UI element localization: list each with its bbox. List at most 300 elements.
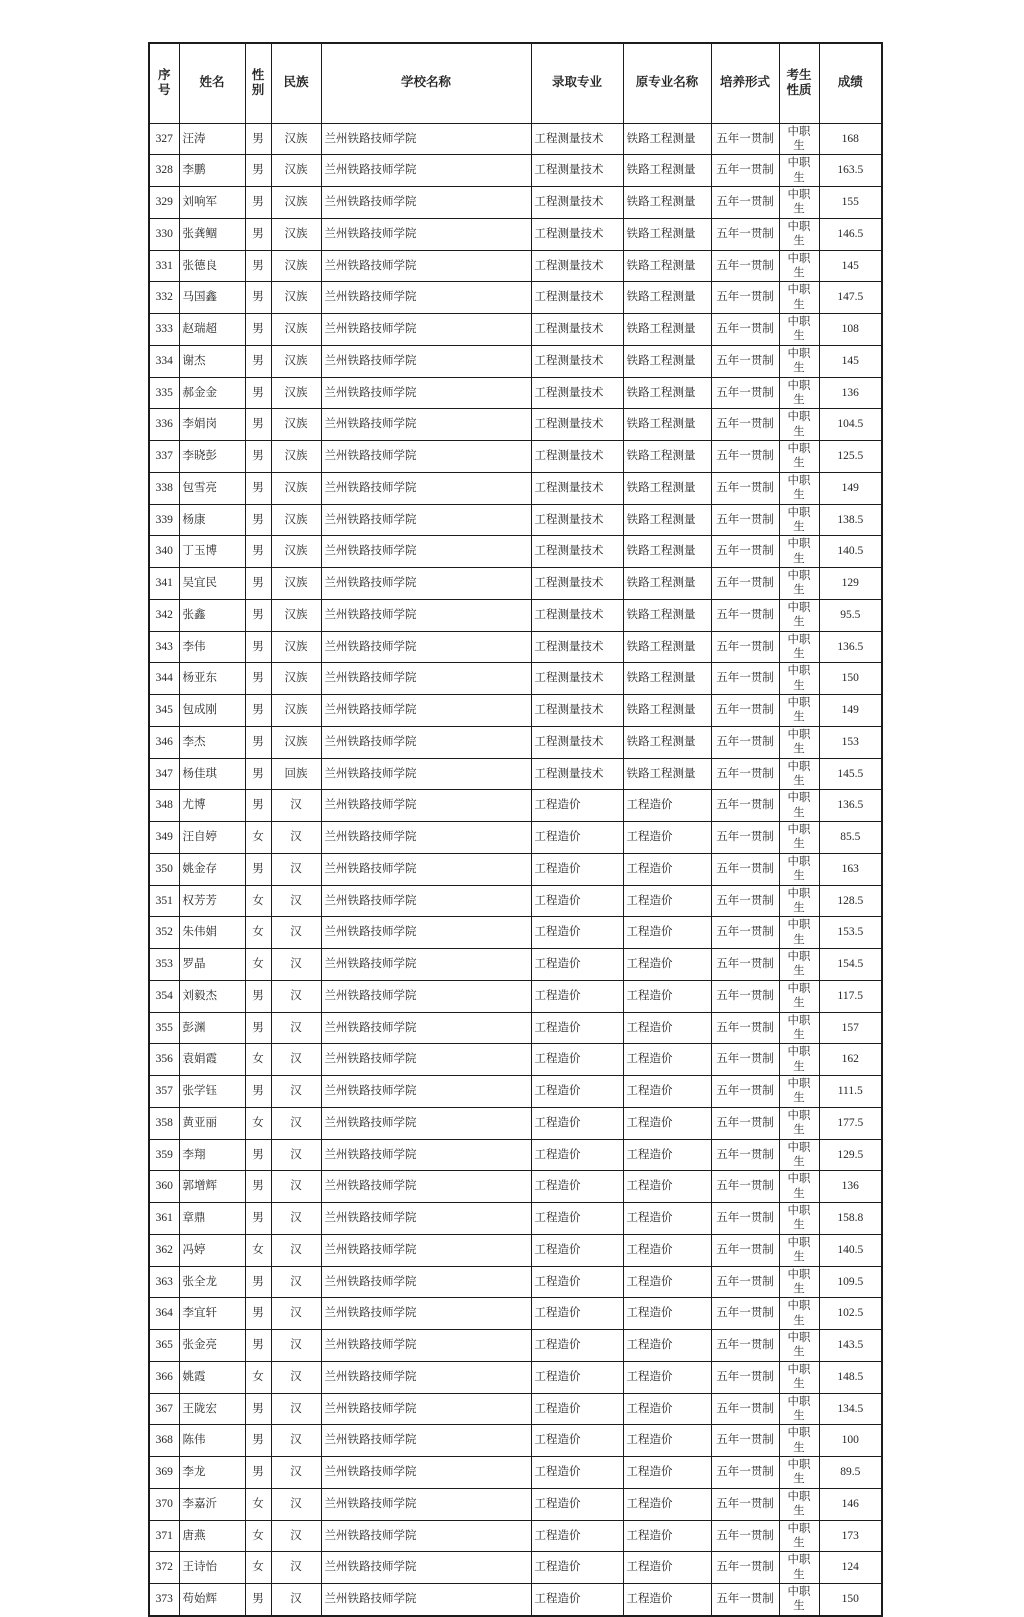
cell-gender: 男 (245, 1012, 271, 1044)
table-row (149, 695, 882, 727)
cell-score: 124 (819, 1552, 882, 1584)
cell-score: 147.5 (819, 282, 882, 314)
cell-original_major: 铁路工程测量 (623, 218, 711, 250)
table-row (149, 409, 882, 441)
cell-name: 朱伟娟 (179, 917, 245, 949)
cell-name: 王诗怡 (179, 1552, 245, 1584)
cell-admitted_major: 工程测量技术 (531, 568, 623, 600)
cell-gender: 女 (245, 1552, 271, 1584)
table-row (149, 663, 882, 695)
table-row (149, 568, 882, 600)
cell-original_major: 铁路工程测量 (623, 250, 711, 282)
cell-gender: 男 (245, 790, 271, 822)
cell-training_form: 五年一贯制 (711, 1044, 779, 1076)
cell-name: 李翔 (179, 1139, 245, 1171)
cell-ethnicity: 汉族 (271, 441, 321, 473)
cell-admitted_major: 工程造价 (531, 1234, 623, 1266)
cell-school: 兰州铁路技师学院 (321, 1139, 531, 1171)
cell-original_major: 工程造价 (623, 949, 711, 981)
cell-name: 苟始辉 (179, 1584, 245, 1616)
cell-original_major: 工程造价 (623, 1584, 711, 1616)
cell-ethnicity: 汉族 (271, 377, 321, 409)
table-row (149, 218, 882, 250)
cell-school: 兰州铁路技师学院 (321, 377, 531, 409)
cell-name: 李杰 (179, 726, 245, 758)
cell-score: 111.5 (819, 1076, 882, 1108)
cell-score: 145 (819, 345, 882, 377)
table-row (149, 377, 882, 409)
cell-name: 李龙 (179, 1457, 245, 1489)
cell-index: 359 (149, 1139, 179, 1171)
cell-index: 338 (149, 472, 179, 504)
cell-index: 364 (149, 1298, 179, 1330)
cell-index: 335 (149, 377, 179, 409)
cell-training_form: 五年一贯制 (711, 314, 779, 346)
cell-ethnicity: 汉 (271, 1298, 321, 1330)
cell-gender: 男 (245, 1266, 271, 1298)
cell-gender: 男 (245, 758, 271, 790)
cell-gender: 女 (245, 1488, 271, 1520)
cell-name: 尤博 (179, 790, 245, 822)
cell-gender: 女 (245, 1107, 271, 1139)
cell-original_major: 铁路工程测量 (623, 187, 711, 219)
cell-admitted_major: 工程造价 (531, 790, 623, 822)
cell-candidate_type: 中职生 (779, 980, 819, 1012)
cell-score: 150 (819, 1584, 882, 1616)
cell-score: 146.5 (819, 218, 882, 250)
cell-index: 349 (149, 822, 179, 854)
cell-training_form: 五年一贯制 (711, 1171, 779, 1203)
cell-training_form: 五年一贯制 (711, 1425, 779, 1457)
cell-score: 149 (819, 695, 882, 727)
cell-ethnicity: 汉 (271, 980, 321, 1012)
cell-admitted_major: 工程测量技术 (531, 631, 623, 663)
cell-index: 360 (149, 1171, 179, 1203)
cell-name: 李宜轩 (179, 1298, 245, 1330)
table-row (149, 853, 882, 885)
cell-original_major: 工程造价 (623, 1330, 711, 1362)
header-original-major: 原专业名称 (623, 43, 711, 123)
cell-score: 150 (819, 663, 882, 695)
cell-score: 109.5 (819, 1266, 882, 1298)
cell-ethnicity: 汉 (271, 1076, 321, 1108)
cell-gender: 男 (245, 980, 271, 1012)
cell-training_form: 五年一贯制 (711, 1298, 779, 1330)
cell-school: 兰州铁路技师学院 (321, 441, 531, 473)
table-row (149, 504, 882, 536)
cell-score: 128.5 (819, 885, 882, 917)
cell-candidate_type: 中职生 (779, 250, 819, 282)
table-row (149, 1044, 882, 1076)
cell-training_form: 五年一贯制 (711, 155, 779, 187)
cell-training_form: 五年一贯制 (711, 1107, 779, 1139)
header-school: 学校名称 (321, 43, 531, 123)
cell-school: 兰州铁路技师学院 (321, 1520, 531, 1552)
cell-index: 341 (149, 568, 179, 600)
cell-name: 郝金金 (179, 377, 245, 409)
cell-name: 罗晶 (179, 949, 245, 981)
header-name: 姓名 (179, 43, 245, 123)
cell-admitted_major: 工程测量技术 (531, 663, 623, 695)
cell-candidate_type: 中职生 (779, 1203, 819, 1235)
cell-gender: 男 (245, 187, 271, 219)
cell-original_major: 工程造价 (623, 885, 711, 917)
cell-candidate_type: 中职生 (779, 1330, 819, 1362)
cell-training_form: 五年一贯制 (711, 663, 779, 695)
cell-school: 兰州铁路技师学院 (321, 155, 531, 187)
cell-index: 348 (149, 790, 179, 822)
cell-score: 163.5 (819, 155, 882, 187)
cell-ethnicity: 汉 (271, 853, 321, 885)
cell-index: 371 (149, 1520, 179, 1552)
cell-candidate_type: 中职生 (779, 853, 819, 885)
cell-score: 177.5 (819, 1107, 882, 1139)
cell-school: 兰州铁路技师学院 (321, 1266, 531, 1298)
cell-candidate_type: 中职生 (779, 758, 819, 790)
cell-index: 340 (149, 536, 179, 568)
cell-name: 章鼎 (179, 1203, 245, 1235)
table-row (149, 1234, 882, 1266)
cell-index: 373 (149, 1584, 179, 1616)
cell-index: 333 (149, 314, 179, 346)
cell-gender: 女 (245, 885, 271, 917)
cell-gender: 男 (245, 568, 271, 600)
cell-ethnicity: 汉 (271, 1520, 321, 1552)
cell-original_major: 工程造价 (623, 1203, 711, 1235)
cell-gender: 男 (245, 1203, 271, 1235)
cell-admitted_major: 工程造价 (531, 853, 623, 885)
cell-school: 兰州铁路技师学院 (321, 695, 531, 727)
cell-ethnicity: 汉族 (271, 250, 321, 282)
cell-candidate_type: 中职生 (779, 1393, 819, 1425)
cell-training_form: 五年一贯制 (711, 949, 779, 981)
cell-original_major: 铁路工程测量 (623, 631, 711, 663)
cell-gender: 男 (245, 409, 271, 441)
cell-training_form: 五年一贯制 (711, 790, 779, 822)
cell-admitted_major: 工程测量技术 (531, 187, 623, 219)
cell-ethnicity: 汉族 (271, 726, 321, 758)
cell-ethnicity: 汉 (271, 1425, 321, 1457)
cell-index: 362 (149, 1234, 179, 1266)
cell-ethnicity: 汉族 (271, 568, 321, 600)
cell-candidate_type: 中职生 (779, 1552, 819, 1584)
cell-name: 马国鑫 (179, 282, 245, 314)
cell-gender: 男 (245, 1457, 271, 1489)
cell-candidate_type: 中职生 (779, 1361, 819, 1393)
cell-candidate_type: 中职生 (779, 1425, 819, 1457)
cell-ethnicity: 汉 (271, 885, 321, 917)
cell-gender: 男 (245, 536, 271, 568)
cell-ethnicity: 汉 (271, 1488, 321, 1520)
cell-school: 兰州铁路技师学院 (321, 250, 531, 282)
table-row (149, 1361, 882, 1393)
cell-name: 唐燕 (179, 1520, 245, 1552)
cell-score: 100 (819, 1425, 882, 1457)
cell-school: 兰州铁路技师学院 (321, 631, 531, 663)
cell-original_major: 铁路工程测量 (623, 282, 711, 314)
table-row (149, 345, 882, 377)
cell-admitted_major: 工程造价 (531, 822, 623, 854)
cell-name: 汪自婷 (179, 822, 245, 854)
cell-training_form: 五年一贯制 (711, 853, 779, 885)
cell-school: 兰州铁路技师学院 (321, 758, 531, 790)
table-row (149, 472, 882, 504)
cell-admitted_major: 工程测量技术 (531, 155, 623, 187)
cell-name: 袁娟霞 (179, 1044, 245, 1076)
cell-candidate_type: 中职生 (779, 917, 819, 949)
cell-score: 173 (819, 1520, 882, 1552)
table-row (149, 1330, 882, 1362)
cell-score: 134.5 (819, 1393, 882, 1425)
cell-name: 包雪亮 (179, 472, 245, 504)
cell-name: 丁玉博 (179, 536, 245, 568)
table-row (149, 536, 882, 568)
cell-score: 154.5 (819, 949, 882, 981)
cell-score: 138.5 (819, 504, 882, 536)
cell-name: 谢杰 (179, 345, 245, 377)
cell-school: 兰州铁路技师学院 (321, 536, 531, 568)
cell-name: 刘响军 (179, 187, 245, 219)
cell-score: 155 (819, 187, 882, 219)
cell-admitted_major: 工程测量技术 (531, 123, 623, 155)
cell-gender: 男 (245, 218, 271, 250)
cell-index: 344 (149, 663, 179, 695)
cell-original_major: 工程造价 (623, 1361, 711, 1393)
cell-training_form: 五年一贯制 (711, 1076, 779, 1108)
cell-training_form: 五年一贯制 (711, 1139, 779, 1171)
cell-original_major: 铁路工程测量 (623, 441, 711, 473)
cell-candidate_type: 中职生 (779, 1488, 819, 1520)
cell-training_form: 五年一贯制 (711, 917, 779, 949)
cell-score: 157 (819, 1012, 882, 1044)
cell-ethnicity: 汉族 (271, 282, 321, 314)
cell-candidate_type: 中职生 (779, 1171, 819, 1203)
cell-index: 366 (149, 1361, 179, 1393)
table-sheet (148, 42, 881, 1617)
cell-original_major: 工程造价 (623, 1171, 711, 1203)
cell-name: 李娟岗 (179, 409, 245, 441)
cell-index: 363 (149, 1266, 179, 1298)
cell-school: 兰州铁路技师学院 (321, 1076, 531, 1108)
cell-ethnicity: 汉族 (271, 663, 321, 695)
cell-ethnicity: 汉族 (271, 695, 321, 727)
cell-original_major: 工程造价 (623, 1520, 711, 1552)
cell-name: 姚霞 (179, 1361, 245, 1393)
cell-original_major: 铁路工程测量 (623, 758, 711, 790)
cell-index: 353 (149, 949, 179, 981)
cell-ethnicity: 汉族 (271, 409, 321, 441)
cell-admitted_major: 工程测量技术 (531, 218, 623, 250)
header-admitted-major: 录取专业 (531, 43, 623, 123)
cell-original_major: 工程造价 (623, 980, 711, 1012)
table-row (149, 1298, 882, 1330)
admission-roster-table (148, 42, 883, 1617)
cell-training_form: 五年一贯制 (711, 409, 779, 441)
header-gender: 性别 (245, 43, 271, 123)
cell-name: 刘毅杰 (179, 980, 245, 1012)
cell-gender: 女 (245, 949, 271, 981)
cell-ethnicity: 回族 (271, 758, 321, 790)
cell-index: 334 (149, 345, 179, 377)
cell-ethnicity: 汉族 (271, 504, 321, 536)
table-row (149, 1520, 882, 1552)
header-index: 序号 (149, 43, 179, 123)
cell-score: 89.5 (819, 1457, 882, 1489)
cell-candidate_type: 中职生 (779, 885, 819, 917)
cell-gender: 男 (245, 504, 271, 536)
cell-school: 兰州铁路技师学院 (321, 663, 531, 695)
cell-original_major: 工程造价 (623, 1298, 711, 1330)
cell-candidate_type: 中职生 (779, 218, 819, 250)
table-row (149, 790, 882, 822)
cell-ethnicity: 汉族 (271, 631, 321, 663)
cell-admitted_major: 工程造价 (531, 949, 623, 981)
cell-admitted_major: 工程造价 (531, 1584, 623, 1616)
cell-admitted_major: 工程测量技术 (531, 345, 623, 377)
cell-training_form: 五年一贯制 (711, 1393, 779, 1425)
cell-score: 153.5 (819, 917, 882, 949)
cell-admitted_major: 工程造价 (531, 980, 623, 1012)
cell-original_major: 工程造价 (623, 1012, 711, 1044)
cell-score: 108 (819, 314, 882, 346)
cell-candidate_type: 中职生 (779, 504, 819, 536)
cell-name: 吴宜民 (179, 568, 245, 600)
table-row (149, 1012, 882, 1044)
cell-school: 兰州铁路技师学院 (321, 1457, 531, 1489)
cell-name: 张学钰 (179, 1076, 245, 1108)
cell-candidate_type: 中职生 (779, 1107, 819, 1139)
cell-ethnicity: 汉族 (271, 536, 321, 568)
cell-original_major: 工程造价 (623, 1457, 711, 1489)
cell-index: 352 (149, 917, 179, 949)
cell-gender: 男 (245, 1425, 271, 1457)
cell-training_form: 五年一贯制 (711, 377, 779, 409)
cell-training_form: 五年一贯制 (711, 187, 779, 219)
cell-gender: 男 (245, 1076, 271, 1108)
cell-gender: 男 (245, 631, 271, 663)
cell-school: 兰州铁路技师学院 (321, 949, 531, 981)
cell-original_major: 工程造价 (623, 1107, 711, 1139)
cell-candidate_type: 中职生 (779, 949, 819, 981)
cell-candidate_type: 中职生 (779, 1457, 819, 1489)
cell-ethnicity: 汉族 (271, 599, 321, 631)
cell-index: 327 (149, 123, 179, 155)
cell-original_major: 铁路工程测量 (623, 123, 711, 155)
cell-name: 张龚鲴 (179, 218, 245, 250)
cell-ethnicity: 汉 (271, 949, 321, 981)
cell-candidate_type: 中职生 (779, 123, 819, 155)
cell-ethnicity: 汉 (271, 1457, 321, 1489)
cell-original_major: 铁路工程测量 (623, 536, 711, 568)
cell-admitted_major: 工程造价 (531, 1012, 623, 1044)
cell-index: 368 (149, 1425, 179, 1457)
cell-index: 351 (149, 885, 179, 917)
cell-school: 兰州铁路技师学院 (321, 345, 531, 377)
cell-training_form: 五年一贯制 (711, 345, 779, 377)
cell-index: 329 (149, 187, 179, 219)
cell-training_form: 五年一贯制 (711, 599, 779, 631)
cell-gender: 男 (245, 1171, 271, 1203)
cell-name: 李嘉沂 (179, 1488, 245, 1520)
cell-gender: 男 (245, 695, 271, 727)
table-row (149, 758, 882, 790)
cell-training_form: 五年一贯制 (711, 1330, 779, 1362)
cell-ethnicity: 汉 (271, 1203, 321, 1235)
cell-score: 146 (819, 1488, 882, 1520)
cell-ethnicity: 汉 (271, 1361, 321, 1393)
cell-training_form: 五年一贯制 (711, 726, 779, 758)
cell-school: 兰州铁路技师学院 (321, 1171, 531, 1203)
cell-candidate_type: 中职生 (779, 282, 819, 314)
cell-candidate_type: 中职生 (779, 790, 819, 822)
cell-score: 102.5 (819, 1298, 882, 1330)
cell-admitted_major: 工程测量技术 (531, 726, 623, 758)
cell-score: 140.5 (819, 536, 882, 568)
cell-school: 兰州铁路技师学院 (321, 1584, 531, 1616)
table-body (149, 123, 882, 1616)
cell-gender: 男 (245, 155, 271, 187)
cell-admitted_major: 工程造价 (531, 1488, 623, 1520)
cell-name: 李鹏 (179, 155, 245, 187)
table-row (149, 123, 882, 155)
cell-ethnicity: 汉族 (271, 345, 321, 377)
cell-original_major: 铁路工程测量 (623, 377, 711, 409)
cell-admitted_major: 工程造价 (531, 917, 623, 949)
cell-original_major: 工程造价 (623, 1076, 711, 1108)
cell-score: 143.5 (819, 1330, 882, 1362)
cell-name: 杨康 (179, 504, 245, 536)
cell-candidate_type: 中职生 (779, 726, 819, 758)
cell-school: 兰州铁路技师学院 (321, 472, 531, 504)
cell-admitted_major: 工程测量技术 (531, 472, 623, 504)
table-row (149, 1171, 882, 1203)
cell-original_major: 铁路工程测量 (623, 409, 711, 441)
cell-score: 85.5 (819, 822, 882, 854)
cell-name: 彭渊 (179, 1012, 245, 1044)
cell-candidate_type: 中职生 (779, 441, 819, 473)
table-row (149, 1076, 882, 1108)
cell-score: 95.5 (819, 599, 882, 631)
cell-gender: 男 (245, 250, 271, 282)
cell-score: 148.5 (819, 1361, 882, 1393)
cell-candidate_type: 中职生 (779, 1012, 819, 1044)
cell-school: 兰州铁路技师学院 (321, 504, 531, 536)
cell-original_major: 工程造价 (623, 1552, 711, 1584)
cell-training_form: 五年一贯制 (711, 1520, 779, 1552)
cell-admitted_major: 工程造价 (531, 1203, 623, 1235)
cell-training_form: 五年一贯制 (711, 758, 779, 790)
cell-admitted_major: 工程测量技术 (531, 695, 623, 727)
table-row (149, 1139, 882, 1171)
cell-candidate_type: 中职生 (779, 1139, 819, 1171)
cell-index: 357 (149, 1076, 179, 1108)
cell-name: 张德良 (179, 250, 245, 282)
cell-candidate_type: 中职生 (779, 1520, 819, 1552)
cell-original_major: 铁路工程测量 (623, 155, 711, 187)
cell-candidate_type: 中职生 (779, 1076, 819, 1108)
cell-index: 358 (149, 1107, 179, 1139)
cell-admitted_major: 工程造价 (531, 1298, 623, 1330)
cell-candidate_type: 中职生 (779, 377, 819, 409)
cell-school: 兰州铁路技师学院 (321, 1203, 531, 1235)
cell-index: 345 (149, 695, 179, 727)
table-row (149, 980, 882, 1012)
cell-gender: 男 (245, 345, 271, 377)
cell-admitted_major: 工程测量技术 (531, 441, 623, 473)
cell-training_form: 五年一贯制 (711, 980, 779, 1012)
cell-gender: 女 (245, 1234, 271, 1266)
cell-ethnicity: 汉族 (271, 472, 321, 504)
